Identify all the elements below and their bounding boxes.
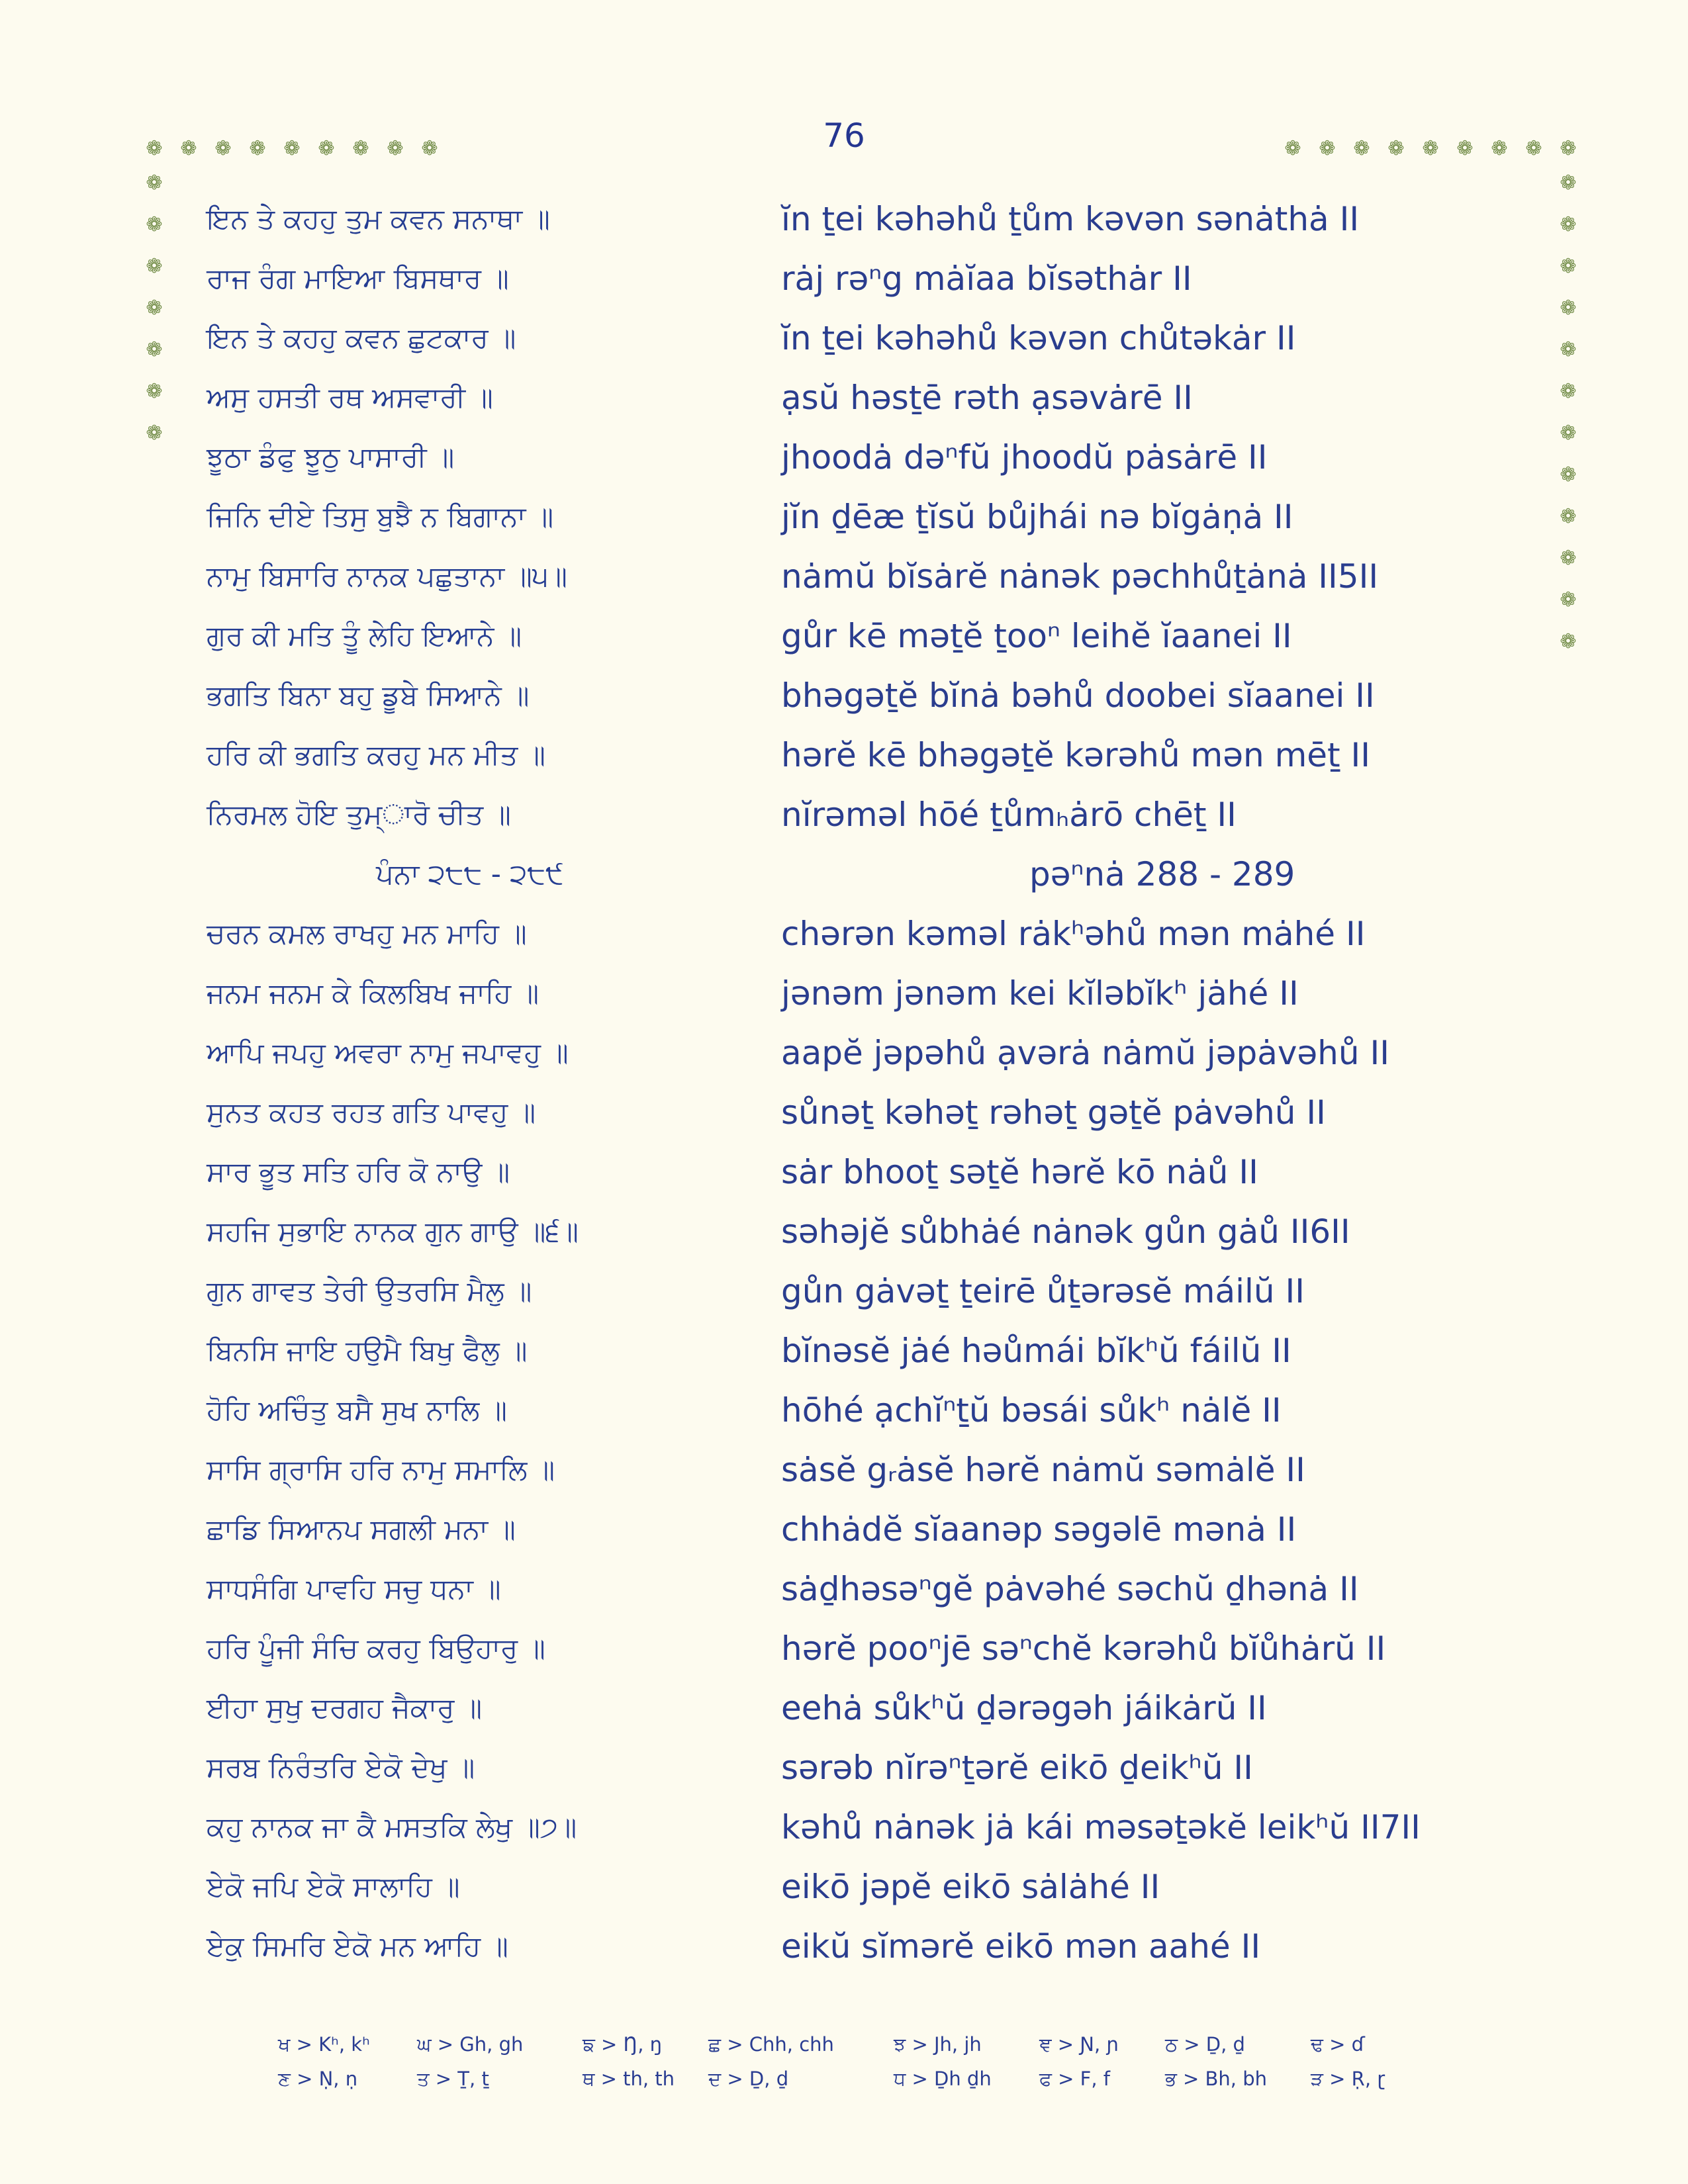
verse-line <box>0 1864 1688 1923</box>
legend-item: ਛ > Chh, chh <box>708 2033 834 2056</box>
legend-item: ਖ > Kʰ, kʰ <box>278 2033 370 2056</box>
transliteration-text: nĭrəməl hōé ṯůmₕȧrō chēṯ II <box>781 796 1237 834</box>
gurmukhi-text: ਸਾਰ ਭੂਤ ਸਤਿ ਹਰਿ ਕੋ ਨਾਉ ॥ <box>207 1156 510 1188</box>
flower-ornament-icon: ❁ <box>1560 213 1577 236</box>
gurmukhi-text: ਨਿਰਮਲ ਹੋਇ ਤੁਮ੍ਾਰੋ ਚੀਤ ॥ <box>207 798 511 831</box>
transliteration-text: səhəjĕ sůbhȧé nȧnək gůn gȧů II6II <box>781 1212 1350 1251</box>
flower-ornament-icon: ❁ <box>1560 422 1577 445</box>
verse-line <box>0 1030 1688 1089</box>
flower-ornament-icon: ❁ <box>1525 137 1542 160</box>
legend-item: ਢ > ɗ <box>1311 2033 1365 2056</box>
transliteration-text: sůnəṯ kəhəṯ rəhəṯ gəṯĕ pȧvəhů II <box>781 1093 1326 1132</box>
gurmukhi-text: ਜਿਨਿ ਦੀਏ ਤਿਸੁ ਬੁਝੈ ਨ ਬਿਗਾਨਾ ॥ <box>207 500 554 533</box>
gurmukhi-text: ਆਪਿ ਜਪਹੁ ਅਵਰਾ ਨਾਮੁ ਜਪਾਵਹੁ ॥ <box>207 1036 569 1069</box>
legend-item: ਞ > Ɲ, ɲ <box>1039 2033 1119 2056</box>
verse-line <box>0 1447 1688 1506</box>
transliteration-text: hərĕ kē bhəgəṯĕ kərəhů mən mēṯ II <box>781 736 1371 774</box>
flower-ornament-icon: ❁ <box>1560 296 1577 320</box>
flower-ornament-icon: ❁ <box>1560 380 1577 403</box>
verse-line <box>0 1804 1688 1864</box>
verse-line <box>0 1149 1688 1208</box>
gurmukhi-text: ਗੁਨ ਗਾਵਤ ਤੇਰੀ ਉਤਰਸਿ ਮੈਲੁ ॥ <box>207 1275 532 1307</box>
flower-ornament-icon: ❁ <box>249 137 266 160</box>
legend-item: ਭ > Bh, bh <box>1165 2068 1268 2090</box>
gurmukhi-text: ਭਗਤਿ ਬਿਨਾ ਬਹੁ ਡੂਬੇ ਸਿਆਨੇ ॥ <box>207 679 530 711</box>
transliteration-text: sȧsĕ gᵣȧsĕ hərĕ nȧmŭ səmȧlĕ II <box>781 1451 1305 1489</box>
verse-line <box>0 732 1688 792</box>
verse-line <box>0 1506 1688 1566</box>
verse-line <box>0 613 1688 672</box>
legend-row <box>278 2068 1470 2102</box>
flower-ornament-icon: ❁ <box>146 255 163 278</box>
gurmukhi-text: ਚਰਨ ਕਮਲ ਰਾਖਹੁ ਮਨ ਮਾਹਿ ॥ <box>207 917 527 950</box>
verse-line <box>0 494 1688 553</box>
verse-line <box>0 434 1688 494</box>
gurmukhi-text: ਛਾਡਿ ਸਿਆਨਪ ਸਗਲੀ ਮਨਾ ॥ <box>207 1513 516 1545</box>
transliteration-text: hōhé ạchĭⁿṯŭ bəsái sůkʰ nȧlĕ II <box>781 1391 1282 1430</box>
flower-ornament-icon: ❁ <box>146 296 163 320</box>
transliteration-text: rȧj rəⁿg mȧĭaa bĭsəthȧr II <box>781 259 1192 298</box>
flower-ornament-icon: ❁ <box>1456 137 1474 160</box>
flower-ornament-icon: ❁ <box>387 137 404 160</box>
verse-line <box>0 911 1688 970</box>
flower-ornament-icon: ❁ <box>146 137 163 160</box>
verse-line <box>0 255 1688 315</box>
transliteration-text: sȧr bhooṯ səṯĕ hərĕ kō nȧů II <box>781 1153 1258 1191</box>
gurmukhi-text: ਝੂਠਾ ਡੰਫੁ ਝੂਠੁ ਪਾਸਾਰੀ ॥ <box>207 441 455 473</box>
transliteration-text: ĭn ṯei kəhəhů kəvən chůtəkȧr II <box>781 319 1296 357</box>
flower-ornament-icon: ❁ <box>214 137 232 160</box>
flower-ornament-icon: ❁ <box>180 137 197 160</box>
flower-ornament-icon: ❁ <box>1560 171 1577 195</box>
flower-ornament-icon: ❁ <box>352 137 369 160</box>
verse-line <box>0 672 1688 732</box>
gurmukhi-text: ਹੋਹਿ ਅਚਿੰਤੁ ਬਸੈ ਸੁਖ ਨਾਲਿ ॥ <box>207 1394 507 1426</box>
flower-ornament-icon: ❁ <box>1560 505 1577 528</box>
flower-ornament-icon: ❁ <box>1560 463 1577 486</box>
flower-ornament-icon: ❁ <box>1560 630 1577 653</box>
transliteration-text: eikŭ sĭmərĕ eikō mən aahé II <box>781 1927 1261 1966</box>
gurmukhi-text: ਜਨਮ ਜਨਮ ਕੇ ਕਿਲਬਿਖ ਜਾਹਿ ॥ <box>207 977 539 1009</box>
gurmukhi-text: ਰਾਜ ਰੰਗ ਮਾਇਆ ਬਿਸਥਾਰ ॥ <box>207 262 509 295</box>
flower-ornament-icon: ❁ <box>146 338 163 361</box>
flower-ornament-icon: ❁ <box>146 422 163 445</box>
legend-row <box>278 2033 1470 2068</box>
gurmukhi-text: ਨਾਮੁ ਬਿਸਾਰਿ ਨਾਨਕ ਪਛੁਤਾਨਾ ॥੫॥ <box>207 560 567 592</box>
transliteration-text: ạsŭ həsṯē rəth ạsəvȧrē II <box>781 379 1193 417</box>
verse-line <box>0 315 1688 375</box>
flower-ornament-icon: ❁ <box>318 137 335 160</box>
flower-ornament-icon: ❁ <box>1491 137 1508 160</box>
legend-item: ਫ > F, f <box>1039 2068 1110 2090</box>
verse-lines <box>0 196 1688 1983</box>
gurmukhi-text: ਬਿਨਸਿ ਜਾਇ ਹਉਮੈ ਬਿਖੁ ਫੈਲੁ ॥ <box>207 1334 528 1367</box>
gurmukhi-text: ਇਨ ਤੇ ਕਹਹੁ ਕਵਨ ਛੁਟਕਾਰ ॥ <box>207 322 516 354</box>
flower-ornament-icon: ❁ <box>421 137 438 160</box>
legend-item: ਠ > Ḏ, ḏ <box>1165 2033 1245 2056</box>
legend-item: ਣ > Ṇ, ṇ <box>278 2068 358 2090</box>
verse-line <box>0 553 1688 613</box>
flower-ornament-icon: ❁ <box>1422 137 1439 160</box>
verse-line <box>0 970 1688 1030</box>
flower-ornament-icon: ❁ <box>1560 338 1577 361</box>
verse-line <box>0 792 1688 851</box>
gurmukhi-text: ਸਾਧਸੰਗਿ ਪਾਵਹਿ ਸਚੁ ਧਨਾ ॥ <box>207 1572 501 1605</box>
gurmukhi-text: ਹਰਿ ਕੀ ਭਗਤਿ ਕਰਹੁ ਮਨ ਮੀਤ ॥ <box>207 739 545 771</box>
gurmukhi-text: ਕਹੁ ਨਾਨਕ ਜਾ ਕੈ ਮਸਤਕਿ ਲੇਖੁ ॥੭॥ <box>207 1811 577 1843</box>
verse-line <box>0 196 1688 255</box>
transliteration-text: kəhů nȧnək jȧ kái məsəṯəkĕ leikʰŭ II7II <box>781 1808 1421 1846</box>
gurmukhi-text: ਅਸੁ ਹਸਤੀ ਰਥ ਅਸਵਾਰੀ ॥ <box>207 381 493 414</box>
flower-ornament-icon: ❁ <box>1284 137 1301 160</box>
transliteration-text: chhȧdĕ sĭaanəp səgəlē mənȧ II <box>781 1510 1297 1549</box>
flower-ornament-icon: ❁ <box>1560 588 1577 612</box>
legend-item: ਘ > Gh, gh <box>417 2033 524 2056</box>
legend-item: ਥ > th, th <box>583 2068 675 2090</box>
legend-item: ਧ > Ḏh ḏh <box>894 2068 992 2090</box>
verse-line <box>0 1566 1688 1625</box>
legend-item: ਙ > Ŋ, ŋ <box>583 2033 663 2056</box>
gurmukhi-text: ਹਰਿ ਪੂੰਜੀ ਸੰਚਿ ਕਰਹੁ ਬਿਉਹਾਰੁ ॥ <box>207 1632 545 1664</box>
gurmukhi-text: ਸਾਸਿ ਗ੍ਰਾਸਿ ਹਰਿ ਨਾਮੁ ਸਮਾਲਿ ॥ <box>207 1453 555 1486</box>
gurmukhi-text: ਏਕੁ ਸਿਮਰਿ ਏਕੋ ਮਨ ਆਹਿ ॥ <box>207 1930 508 1962</box>
verse-line <box>0 1685 1688 1745</box>
transliteration-text: jhoodȧ dəⁿfŭ jhoodŭ pȧsȧrē II <box>781 438 1268 477</box>
legend-item: ਝ > Jh, jh <box>894 2033 982 2056</box>
gurmukhi-text: ਸਰਬ ਨਿਰੰਤਰਿ ਏਕੋ ਦੇਖੁ ॥ <box>207 1751 475 1784</box>
verse-line <box>0 1268 1688 1328</box>
transliteration-text: bhəgəṯĕ bĭnȧ bəhů doobei sĭaanei II <box>781 676 1375 715</box>
legend-item: ੜ > Ṛ, ɽ <box>1311 2068 1385 2090</box>
flower-ornament-icon: ❁ <box>283 137 301 160</box>
transliteration-text: sərəb nĭrəⁿṯərĕ eikō ḏeikʰŭ II <box>781 1749 1253 1787</box>
gurmukhi-text: ਗੁਰ ਕੀ ਮਤਿ ਤੂੰ ਲੇਹਿ ਇਆਨੇ ॥ <box>207 619 522 652</box>
legend-item: ਤ > Ṯ, ṯ <box>417 2068 489 2090</box>
flower-ornament-icon: ❁ <box>1387 137 1405 160</box>
legend-item: ਦ > Ḏ, ḏ <box>708 2068 789 2090</box>
transliteration-text: sȧḏhəsəⁿgĕ pȧvəhé səchŭ ḏhənȧ II <box>781 1570 1359 1608</box>
gurmukhi-text: ਈਹਾ ਸੁਖੁ ਦਰਗਹ ਜੈਕਾਰੁ ॥ <box>207 1692 483 1724</box>
transliteration-text: aapĕ jəpəhů ạvərȧ nȧmŭ jəpȧvəhů II <box>781 1034 1389 1072</box>
gurmukhi-text: ਸੁਨਤ ਕਹਤ ਰਹਤ ਗਤਿ ਪਾਵਹੁ ॥ <box>207 1096 536 1128</box>
verse-line <box>0 1387 1688 1447</box>
verse-line <box>0 375 1688 434</box>
transliteration-text: bĭnəsĕ jȧé həůmái bĭkʰŭ fáilŭ II <box>781 1332 1291 1370</box>
gurmukhi-text: ਏਕੋ ਜਪਿ ਏਕੋ ਸਾਲਾਹਿ ॥ <box>207 1870 460 1903</box>
transliteration-text: eehȧ sůkʰŭ ḏərəgəh jáikȧrŭ II <box>781 1689 1267 1727</box>
page-range-heading <box>0 851 1688 911</box>
flower-ornament-icon: ❁ <box>1560 547 1577 570</box>
transliteration-text: pəⁿnȧ 288 - 289 <box>1029 855 1295 893</box>
verse-line <box>0 1745 1688 1804</box>
verse-line <box>0 1328 1688 1387</box>
transliteration-legend <box>278 2033 1470 2102</box>
flower-ornament-icon: ❁ <box>146 380 163 403</box>
gurmukhi-text: ਪੰਨਾ ੨੮੮ - ੨੮੯ <box>376 858 564 890</box>
verse-line <box>0 1625 1688 1685</box>
transliteration-text: ĭn ṯei kəhəhů ṯům kəvən sənȧthȧ II <box>781 200 1360 238</box>
transliteration-text: hərĕ pooⁿjē səⁿchĕ kərəhů bĭůhȧrŭ II <box>781 1629 1386 1668</box>
page-number: 76 <box>823 116 865 155</box>
flower-ornament-icon: ❁ <box>1560 137 1577 160</box>
gurmukhi-text: ਸਹਜਿ ਸੁਭਾਇ ਨਾਨਕ ਗੁਨ ਗਾਉ ॥੬॥ <box>207 1215 579 1248</box>
transliteration-text: eikō jəpĕ eikō sȧlȧhé II <box>781 1868 1160 1906</box>
transliteration-text: chərən kəməl rȧkʰəhů mən mȧhé II <box>781 915 1366 953</box>
flower-ornament-icon: ❁ <box>1560 255 1577 278</box>
flower-ornament-icon: ❁ <box>146 213 163 236</box>
transliteration-text: jənəm jənəm kei kĭləbĭkʰ jȧhé II <box>781 974 1299 1013</box>
transliteration-text: gůn gȧvəṯ ṯeirē ůṯərəsĕ máilŭ II <box>781 1272 1305 1310</box>
gurmukhi-text: ਇਨ ਤੇ ਕਹਹੁ ਤੁਮ ਕਵਨ ਸਨਾਥਾ ॥ <box>207 203 550 235</box>
flower-ornament-icon: ❁ <box>1319 137 1336 160</box>
verse-line <box>0 1923 1688 1983</box>
verse-line <box>0 1208 1688 1268</box>
transliteration-text: nȧmŭ bĭsȧrĕ nȧnək pəchhůṯȧnȧ II5II <box>781 557 1379 596</box>
verse-line <box>0 1089 1688 1149</box>
transliteration-text: jĭn ḏēæ ṯĭsŭ bůjhái nə bĭgȧṇȧ II <box>781 498 1293 536</box>
flower-ornament-icon: ❁ <box>146 171 163 195</box>
transliteration-text: gůr kē məṯĕ ṯooⁿ leihĕ ĭaanei II <box>781 617 1292 655</box>
flower-ornament-icon: ❁ <box>1353 137 1370 160</box>
